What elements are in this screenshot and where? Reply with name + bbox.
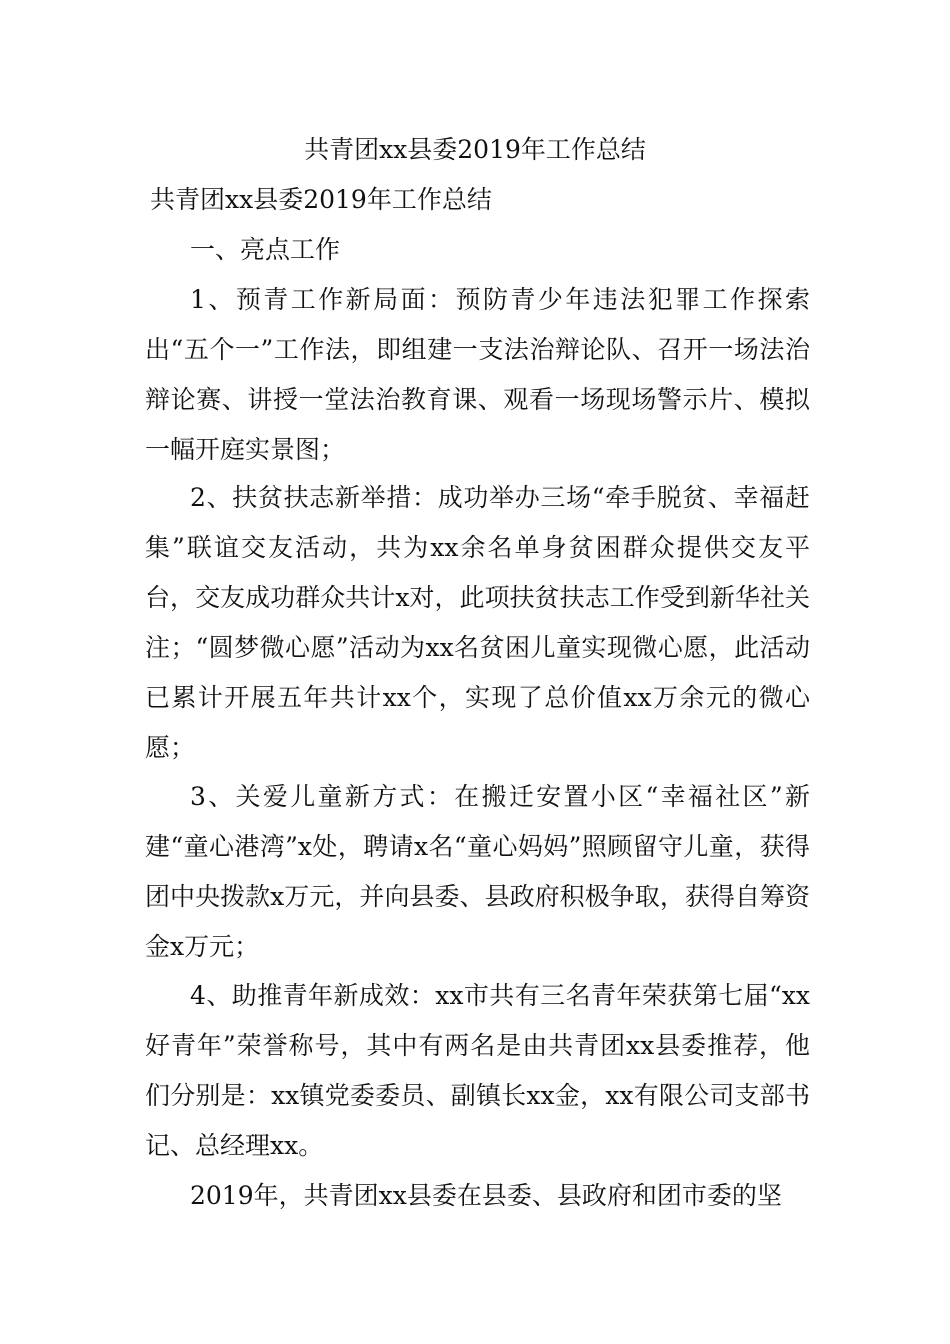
document-subtitle: 共青团xx县委2019年工作总结 — [150, 185, 492, 214]
paragraph-highlight-3: 3、关爱儿童新方式：在搬迁安置小区“幸福社区”新建“童心港湾”x处，聘请x名“童心妈妈”照顾留守儿童，获得团中央拨款x万元，并向县委、县政府积极争取，获得自筹资金x万元； — [145, 782, 810, 961]
section-heading: 一、亮点工作 — [190, 235, 341, 264]
document-title: 共青团xx县委2019年工作总结 — [304, 135, 646, 164]
paragraph-summary: 2019年，共青团xx县委在县委、县政府和团市委的坚 — [190, 1181, 782, 1210]
paragraph-highlight-2: 2、扶贫扶志新举措：成功举办三场“牵手脱贫、幸福赶集”联谊交友活动，共为xx余名单身贫困群众提供交友平台，交友成功群众共计x对，此项扶贫扶志工作受到新华社关注；“圆梦微心愿”活动为xx名贫困儿童实现微心愿，此活动已累计开展五年共计xx个，实现了总价值xx万余元的微心愿； — [145, 483, 810, 762]
paragraph-highlight-1: 1、预青工作新局面：预防青少年违法犯罪工作探索出“五个一”工作法，即组建一支法治辩论队、召开一场法治辩论赛、讲授一堂法治教育课、观看一场现场警示片、模拟一幅开庭实景图； — [145, 285, 810, 464]
paragraph-highlight-4: 4、助推青年新成效：xx市共有三名青年荣获第七届“xx好青年”荣誉称号，其中有两名是由共青团xx县委推荐，他们分别是：xx镇党委委员、副镇长xx金，xx有限公司支部书记、总经理xx。 — [145, 981, 810, 1160]
